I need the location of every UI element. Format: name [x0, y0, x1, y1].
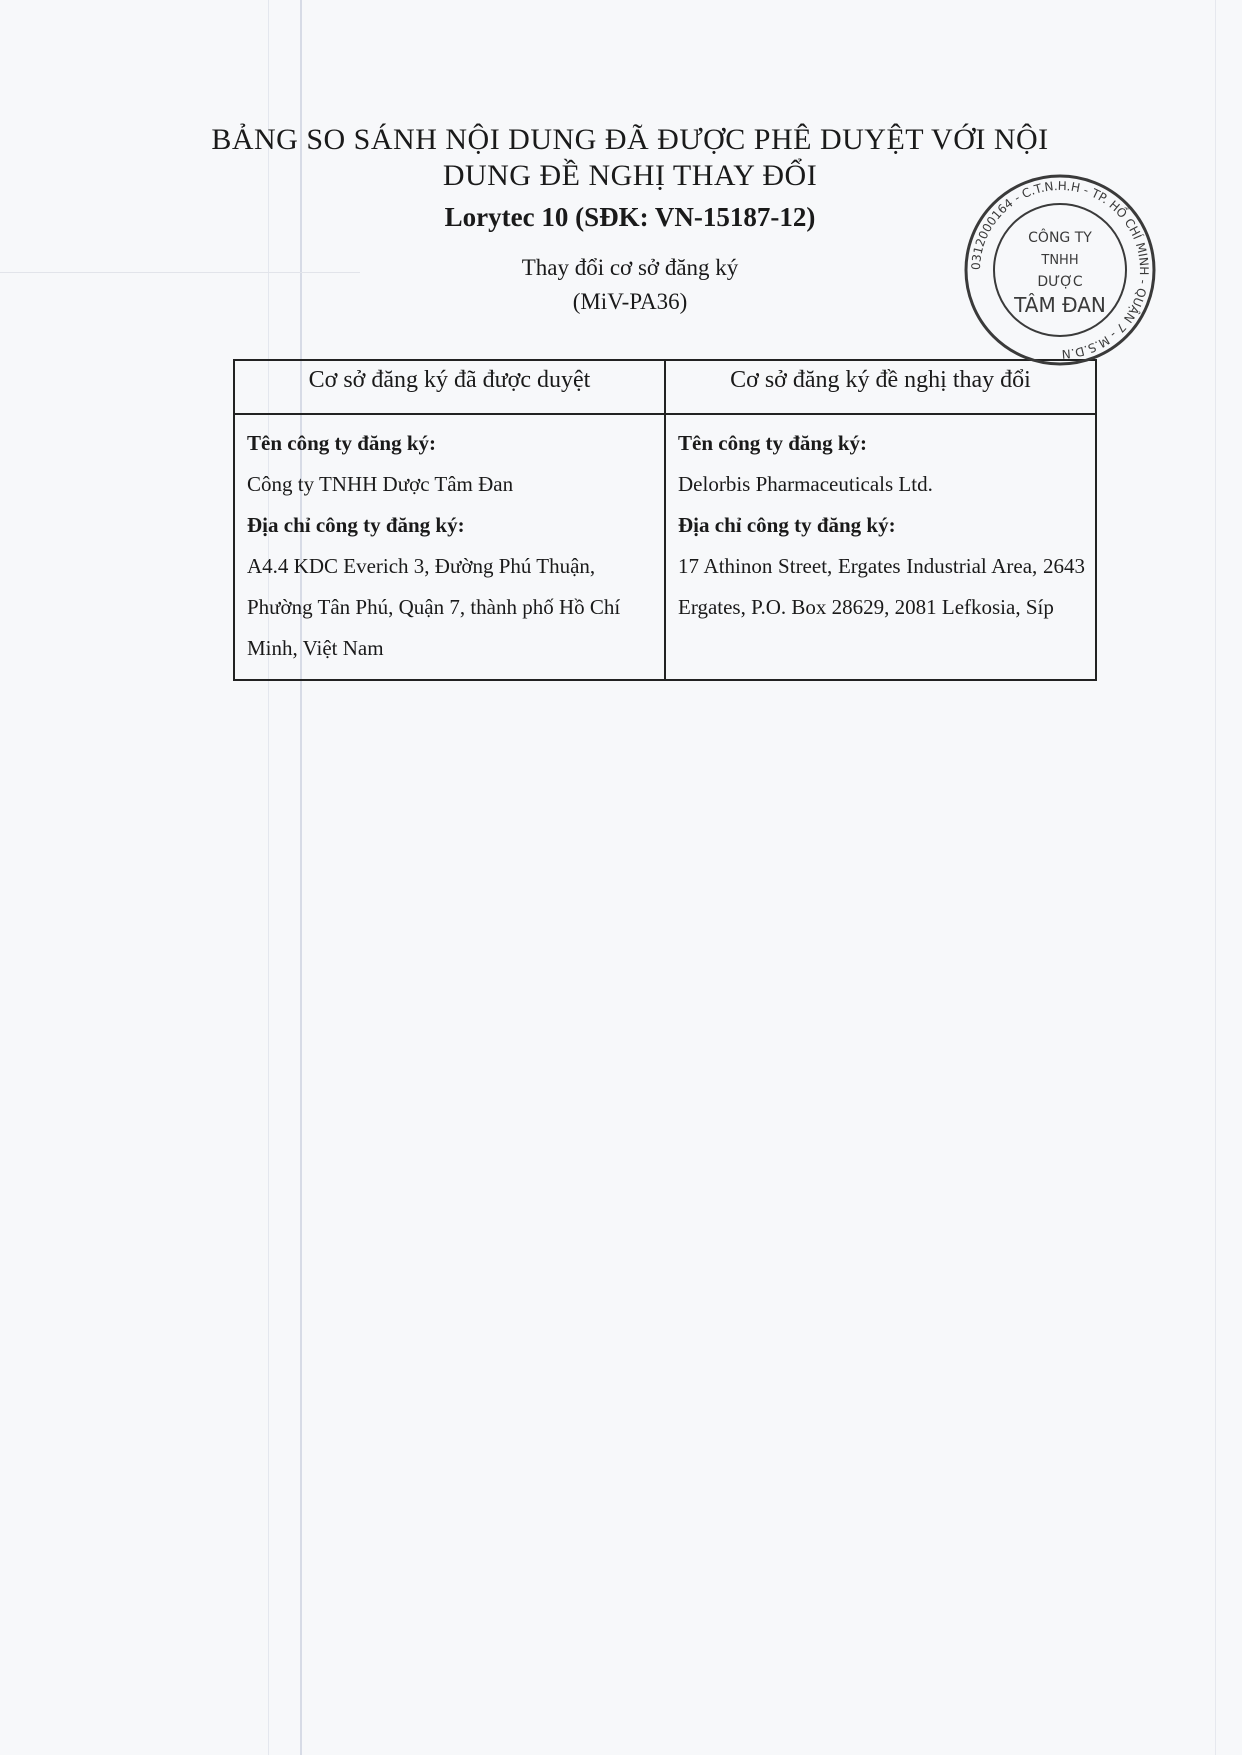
change-type: Thay đổi cơ sở đăng ký	[521, 255, 739, 280]
seal-line: TÂM ĐAN	[1014, 293, 1106, 317]
document-title-line-1: BẢNG SO SÁNH NỘI DUNG ĐÃ ĐƯỢC PHÊ DUYỆT VỚI NỘI	[211, 123, 1049, 156]
seal-ring-text: 0312000164 - C.T.N.H.H - TP. HỒ CHÍ MINH - QUẬN 7 - M.S.D.N	[968, 178, 1152, 362]
product-name: Lorytec 10 (SĐK: VN-15187-12)	[444, 202, 816, 232]
scan-artifact-line	[1215, 0, 1216, 1755]
company-label: Tên công ty đăng ký:	[678, 431, 868, 455]
company-seal	[960, 170, 1160, 370]
scan-artifact-line	[268, 0, 269, 1755]
company-name: Delorbis Pharmaceuticals Ltd.	[678, 472, 933, 496]
header-approved: Cơ sở đăng ký đã được duyệt	[234, 360, 665, 414]
company-address: A4.4 KDC Everich 3, Đường Phú Thuận, Phường Tân Phú, Quận 7, thành phố Hồ Chí Minh, Việt Nam	[247, 554, 621, 660]
header-proposed: Cơ sở đăng ký đề nghị thay đổi	[665, 360, 1096, 414]
proposed-cell	[665, 414, 1096, 680]
change-code: (MiV-PA36)	[572, 289, 688, 314]
table-row	[234, 414, 1096, 680]
seal-line: TNHH	[1041, 253, 1079, 268]
address-label: Địa chỉ công ty đăng ký:	[247, 513, 465, 537]
company-address: 17 Athinon Street, Ergates Industrial Area, 2643 Ergates, P.O. Box 28629, 2081 Lefkosia, Síp	[678, 554, 1085, 619]
approved-cell	[234, 414, 665, 680]
address-label: Địa chỉ công ty đăng ký:	[678, 513, 896, 537]
comparison-table	[233, 359, 1097, 681]
company-label: Tên công ty đăng ký:	[247, 431, 437, 455]
company-name: Công ty TNHH Dược Tâm Đan	[247, 472, 514, 496]
document-title-line-2: DUNG ĐỀ NGHỊ THAY ĐỔI	[442, 159, 818, 192]
seal-line: CÔNG TY	[1028, 230, 1092, 246]
seal-line: DƯỢC	[1037, 274, 1083, 290]
